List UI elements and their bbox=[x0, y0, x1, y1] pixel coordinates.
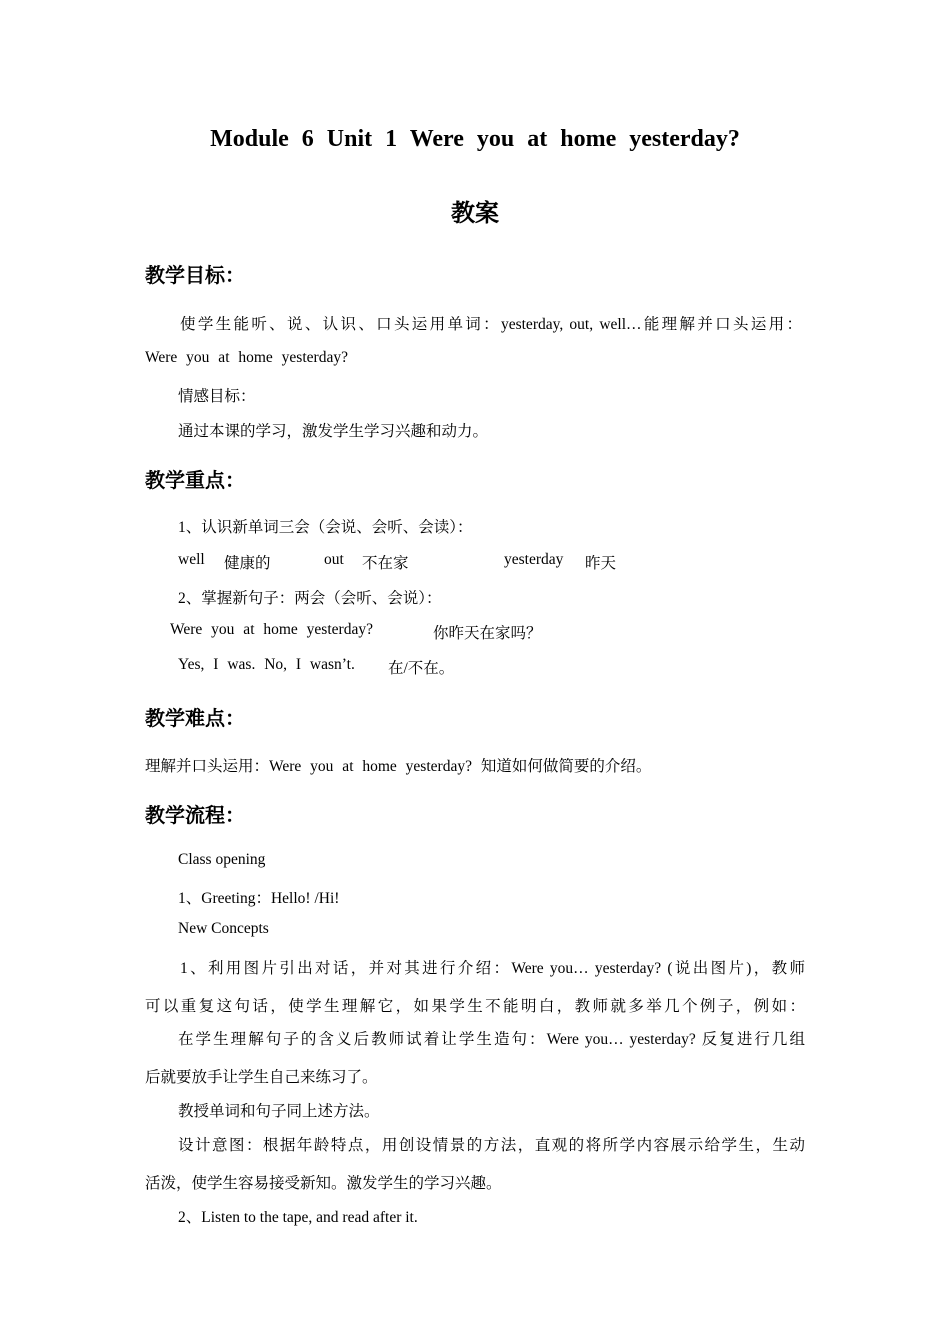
process-paragraph-2-line-2: 后就要放手让学生自己来练习了。 bbox=[145, 1069, 378, 1086]
emotion-text: 通过本课的学习，激发学生学习兴趣和动力。 bbox=[178, 423, 489, 440]
process-paragraph-4-line-2: 活泼，使学生容易接受新知。激发学生的学习兴趣。 bbox=[145, 1175, 502, 1192]
heading-difficulties: 教学难点： bbox=[145, 706, 245, 730]
process-paragraph-5: 2、Listen to the tape, and read after it. bbox=[178, 1209, 418, 1226]
document-title: Module 6 Unit 1 Were you at home yesterday? bbox=[210, 126, 740, 152]
heading-process: 教学流程： bbox=[145, 803, 245, 827]
process-paragraph-3: 教授单词和句子同上述方法。 bbox=[178, 1103, 380, 1120]
sentence-2-chinese: 在/不在。 bbox=[388, 660, 455, 677]
vocab-word-out: out bbox=[324, 551, 344, 568]
key-points-item-2: 2、掌握新句子：两会（会听、会说）： bbox=[178, 590, 442, 607]
heading-key-points: 教学重点： bbox=[145, 468, 245, 492]
objectives-line-2: Were you at home yesterday? bbox=[145, 349, 348, 366]
vocab-word-yesterday: yesterday bbox=[504, 551, 564, 568]
vocab-meaning-yesterday: 昨天 bbox=[585, 555, 617, 572]
emotion-label: 情感目标： bbox=[178, 388, 256, 405]
process-paragraph-1-line-1: 1、利用图片引出对话，并对其进行介绍：Were you… yesterday? (说出图片)，教师 bbox=[180, 960, 805, 977]
process-greeting: 1、Greeting：Hello! /Hi! bbox=[178, 890, 340, 907]
process-paragraph-4-line-1: 设计意图：根据年龄特点，用创设情景的方法，直观的将所学内容展示给学生，生动 bbox=[178, 1137, 805, 1154]
key-points-item-1: 1、认识新单词三会（会说、会听、会读）： bbox=[178, 519, 473, 536]
document-subtitle: 教案 bbox=[451, 199, 499, 227]
vocab-word-well: well bbox=[178, 551, 205, 568]
heading-objectives: 教学目标： bbox=[145, 263, 245, 287]
process-paragraph-1-line-2: 可以重复这句话，使学生理解它，如果学生不能明白，教师就多举几个例子，例如： bbox=[145, 998, 805, 1015]
process-class-opening: Class opening bbox=[178, 851, 266, 868]
process-new-concepts: New Concepts bbox=[178, 920, 269, 937]
objectives-line-1: 使学生能听、说、认识、口头运用单词：yesterday, out, well…能理解并口头运用： bbox=[180, 316, 802, 333]
sentence-2-english: Yes, I was. No, I wasn’t. bbox=[178, 656, 355, 673]
sentence-1-chinese: 你昨天在家吗？ bbox=[433, 625, 542, 642]
process-paragraph-2-line-1: 在学生理解句子的含义后教师试着让学生造句：Were you… yesterday? 反复进行几组 bbox=[178, 1031, 805, 1048]
vocab-meaning-well: 健康的 bbox=[224, 555, 271, 572]
difficulties-text: 理解并口头运用：Were you at home yesterday? 知道如何做简要的介绍。 bbox=[145, 758, 652, 775]
sentence-1-english: Were you at home yesterday? bbox=[170, 621, 373, 638]
vocab-meaning-out: 不在家 bbox=[362, 555, 409, 572]
